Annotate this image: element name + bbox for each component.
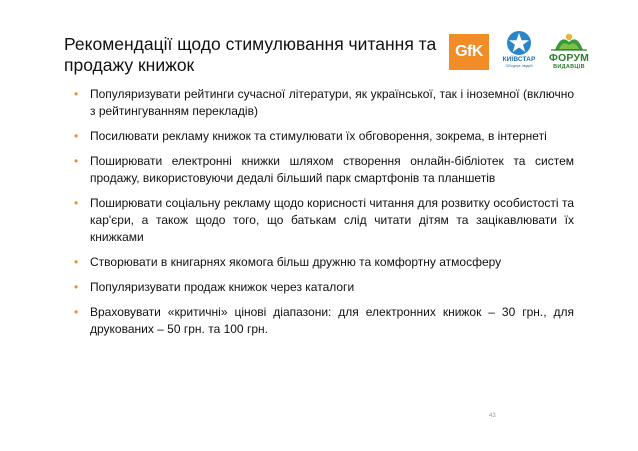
list-item (74, 86, 574, 120)
list-item (74, 195, 574, 246)
page-number: 43 (489, 413, 496, 419)
list-item (74, 254, 574, 271)
list-item-text: Популяризувати рейтинги сучасної літератури, як української, так і іноземної (включно з рейтингуванням перекладів) (90, 87, 574, 118)
bullet-marker: • (74, 255, 79, 269)
forum-emblem-icon (541, 30, 597, 54)
gfk-logo (449, 34, 489, 70)
list-item (74, 153, 574, 187)
bullet-marker: • (74, 196, 79, 210)
slide-title: Рекомендації щодо стимулювання читання та продажу книжок (64, 34, 437, 75)
kyivstar-star-icon (499, 30, 539, 58)
partner-logos (449, 30, 599, 74)
forum-logo (541, 30, 597, 74)
list-item (74, 304, 574, 338)
list-item-text: Створювати в книгарнях якомога більш дружню та комфортну атмосферу (90, 255, 502, 269)
bullet-marker: • (74, 280, 79, 294)
list-item-text: Поширювати соціальну рекламу щодо корисності читання для розвитку особистості та кар'єри, а також щодо того, що батькам слід читати дітям та зацікавлювати їх книжками (90, 196, 574, 244)
recommendations-list (74, 86, 574, 346)
bullet-marker: • (74, 154, 79, 168)
kyivstar-logo-text: КИЇВСТАР (502, 56, 536, 63)
bullet-marker: • (74, 87, 79, 101)
list-item (74, 279, 574, 296)
kyivstar-logo (499, 30, 539, 74)
list-item-text: Враховувати «критичні» цінові діапазони: для електронних книжок – 30 грн., для друкованих – 50 грн. та 100 грн. (90, 305, 574, 336)
list-item (74, 128, 574, 145)
list-item-text: Поширювати електронні книжки шляхом створення онлайн-бібліотек та систем продажу, використовуючи дедалі більший парк смартфонів та планшетів (90, 154, 574, 185)
kyivstar-logo-tagline: Об'єднує людей (505, 64, 533, 68)
bullet-marker: • (74, 305, 79, 319)
list-item-text: Посилювати рекламу книжок та стимулювати їх обговорення, зокрема, в інтернеті (90, 129, 547, 143)
gfk-logo-text: GfK (455, 43, 483, 60)
forum-logo-subtext: ВИДАВЦІВ (553, 64, 585, 70)
forum-logo-text: ФОРУМ (548, 52, 590, 64)
list-item-text: Популяризувати продаж книжок через каталоги (90, 280, 355, 294)
bullet-marker: • (74, 129, 79, 143)
